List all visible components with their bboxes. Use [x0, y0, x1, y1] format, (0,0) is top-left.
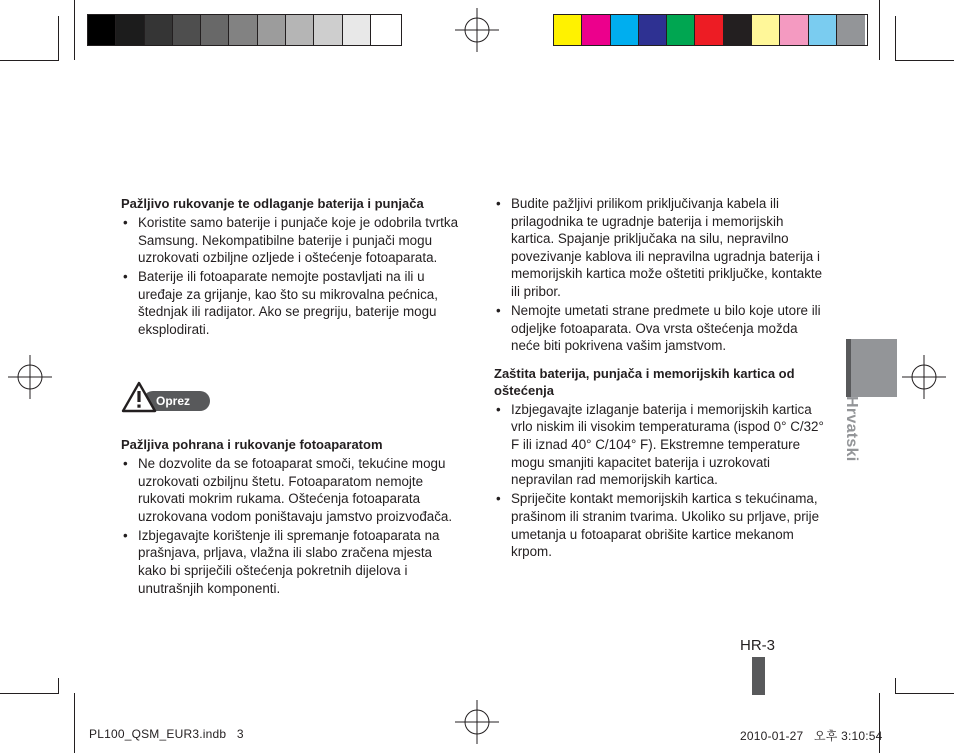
caution-label — [121, 381, 211, 413]
color-swatch — [258, 15, 286, 45]
color-swatch — [314, 15, 342, 45]
crop-mark — [895, 60, 954, 61]
registration-mark — [902, 355, 946, 399]
language-label-text: Hrvatski — [843, 396, 860, 462]
page-number: HR-3 — [740, 637, 776, 654]
crop-mark — [58, 16, 59, 60]
battery-handling-list — [121, 214, 463, 339]
footer-timestamp: 2010-01-27 오후 3:10:54 — [740, 729, 883, 743]
color-swatch — [116, 15, 144, 45]
list-item: • Ne dozvolite da se fotoaparat smoči, tekućine mogu uzrokovati ozbiljnu štetu. Fotoaparatom nemojte rukovati mokrim rukama. Oštećenja fotoaparata uzrokovana vodom poništavaju jamstvo proizvođača. — [121, 455, 463, 525]
crop-mark — [895, 16, 896, 60]
section-heading-battery-handling: Pažljivo rukovanje te odlaganje baterija i punjača — [121, 196, 424, 211]
page-number-bar — [752, 657, 765, 695]
color-swatch — [752, 15, 780, 45]
crop-mark — [74, 693, 75, 753]
left-column — [121, 195, 463, 340]
section-heading-protection: Zaštita baterija, punjača i memorijskih kartica od oštećenja — [494, 365, 795, 398]
camera-storage-list — [121, 455, 463, 597]
crop-mark — [0, 693, 59, 694]
color-swatch — [554, 15, 582, 45]
caution-pill: Oprez — [143, 391, 210, 411]
color-swatch — [88, 15, 116, 45]
color-swatch — [695, 15, 723, 45]
color-swatch — [286, 15, 314, 45]
section-heading-camera-storage: Pažljiva pohrana i rukovanje fotoaparatom — [121, 437, 383, 452]
list-item: • Nemojte umetati strane predmete u bilo koje utore ili odjeljke fotoaparata. Ova vrsta oštećenja možda neće biti pokrivena vašim jamstvom. — [494, 302, 828, 355]
process-color-bar — [553, 14, 868, 46]
registration-mark — [455, 700, 499, 744]
color-swatch — [639, 15, 667, 45]
color-swatch — [145, 15, 173, 45]
crop-mark — [0, 60, 59, 61]
color-swatch — [667, 15, 695, 45]
registration-mark — [455, 8, 499, 52]
crop-mark — [879, 693, 880, 753]
crop-mark — [74, 0, 75, 60]
color-swatch — [611, 15, 639, 45]
language-tab-label — [836, 396, 864, 466]
list-item: • Izbjegavajte izlaganje baterija i memorijskih kartica vrlo niskim ili visokim temperaturama (ispod 0° C/32° F ili iznad 40° C/104° F). Ekstremne temperature mogu smanjiti kapacitet baterija i uzrokovati nepravilan rad memorijskih kartica. — [494, 401, 828, 489]
color-swatch — [229, 15, 257, 45]
registration-mark — [8, 355, 52, 399]
crop-mark — [895, 678, 896, 694]
color-swatch — [201, 15, 229, 45]
footer-file-slug: PL100_QSM_EUR3.indb 3 — [89, 727, 244, 741]
crop-mark — [58, 678, 59, 694]
language-tab-accent — [846, 339, 851, 397]
language-tab — [846, 339, 897, 397]
crop-mark — [879, 0, 880, 60]
warning-triangle-icon — [121, 381, 157, 413]
list-item: • Koristite samo baterije i punjače koje je odobrila tvrtka Samsung. Nekompatibilne baterije i punjači mogu uzrokovati ozbiljne ozljede i oštećenje fotoaparata. — [121, 214, 463, 267]
color-swatch — [173, 15, 201, 45]
color-swatch — [837, 15, 865, 45]
color-swatch — [809, 15, 837, 45]
color-swatch — [780, 15, 808, 45]
list-item: • Izbjegavajte korištenje ili spremanje fotoaparata na prašnjava, prljava, vlažna ili slabo zračena mjesta kako bi spriječili oštećenja pokretnih dijelova i unutrašnjih komponenti. — [121, 527, 463, 597]
list-item: • Baterije ili fotoaparate nemojte postavljati na ili u uređaje za grijanje, kao što su mikrovalna pećnica, štednjak ili radijator. Ako se pregriju, baterije mogu eksplodirati. — [121, 268, 463, 338]
crop-mark — [895, 693, 954, 694]
list-item: • Spriječite kontakt memorijskih kartica s tekućinama, prašinom ili stranim tvarima. Ukoliko su prljave, prije umetanja u fotoaparat obrišite kartice mekanom krpom. — [494, 490, 828, 560]
color-swatch — [371, 15, 399, 45]
connection-care-list — [494, 195, 828, 355]
color-swatch — [724, 15, 752, 45]
right-column — [494, 195, 828, 562]
protection-list — [494, 401, 828, 561]
color-swatch — [582, 15, 610, 45]
left-column-lower — [121, 436, 463, 599]
grayscale-color-bar — [87, 14, 402, 46]
list-item: • Budite pažljivi prilikom priključivanja kabela ili prilagodnika te ugradnje baterija i memorijskih kartica. Spajanje priključaka na silu, nepravilno povezivanje kablova ili nepravilna ugradnja baterija i memorijskih kartica može oštetiti priključke, kontakte ili pribor. — [494, 195, 828, 301]
color-swatch — [343, 15, 371, 45]
